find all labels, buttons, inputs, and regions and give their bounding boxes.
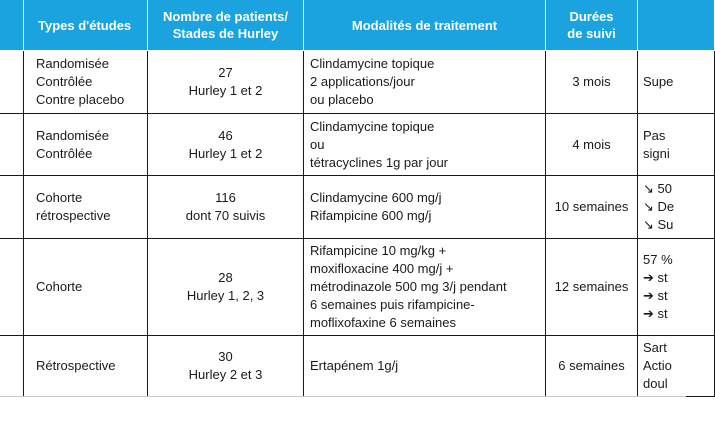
row-result (638, 239, 715, 336)
row-study-type-line: Contrôlée (36, 145, 93, 161)
row-duration-line: 4 mois (572, 136, 611, 152)
row-patients (148, 51, 304, 114)
row-patients-line: Hurley 1 et 2 (188, 145, 263, 161)
row-patients-line: Hurley 1 et 2 (188, 83, 263, 98)
row-study-type-line: Contrôlée (36, 74, 93, 89)
table-row (0, 51, 715, 114)
header-duration (546, 0, 638, 51)
table-row (0, 176, 715, 239)
row-treatment-line: ou placebo (310, 92, 374, 107)
row-patients (148, 336, 304, 397)
row-duration (546, 176, 638, 239)
table-row (0, 114, 715, 176)
row-patients-line: 30 (218, 349, 233, 364)
row-duration-line: 3 mois (572, 74, 611, 89)
row-study-type-line: Rétrospective (36, 358, 116, 373)
row-duration (546, 114, 638, 176)
row-patients-line: 27 (218, 65, 233, 80)
row-study-type (24, 51, 148, 114)
row-study-type-line: Cohorte (36, 190, 83, 205)
row-treatment (304, 51, 546, 114)
row-duration (546, 239, 638, 336)
header-reference (0, 0, 24, 51)
row-result (638, 51, 715, 114)
row-study-type (24, 336, 148, 397)
header-results (638, 0, 715, 51)
header-treatment: Modalités de traitement (304, 0, 546, 51)
row-result-line: ↘ Su (643, 217, 674, 232)
row-result-line: signi (643, 145, 670, 161)
row-treatment (304, 176, 546, 239)
row-result (638, 176, 715, 239)
header-duration-line: de suivi (567, 26, 616, 41)
row-duration-line: 12 semaines (554, 279, 629, 294)
row-treatment (304, 239, 546, 336)
row-duration (546, 336, 638, 397)
row-treatment-line: moxifloxacine 400 mg/j + (310, 261, 454, 276)
row-study-type (24, 239, 148, 336)
row-treatment (304, 336, 546, 397)
row-study-type (24, 176, 148, 239)
row-result-line: 57 % (643, 252, 673, 267)
row-patients-line: 116 (215, 190, 236, 205)
row-study-type-line: rétrospective (36, 208, 111, 223)
row-result-line: Supe (643, 74, 674, 89)
row-treatment-line: Rifampicine 600 mg/j (310, 208, 432, 223)
header-row (0, 0, 715, 51)
table-body (0, 51, 715, 397)
row-treatment-line: ou (310, 136, 325, 152)
bottom-divider (0, 396, 686, 397)
row-treatment (304, 114, 546, 176)
row-study-type-line: Cohorte (36, 279, 83, 294)
row-reference-line (0, 357, 17, 375)
row-treatment-line: 6 semaines puis rifampicine- (310, 297, 475, 312)
row-study-type-line: Contre placebo (36, 92, 125, 107)
table-row (0, 336, 715, 397)
row-result-line: Pas (643, 127, 666, 143)
row-reference (0, 176, 24, 239)
row-treatment-line: tétracyclines 1g par jour (310, 154, 449, 170)
row-reference (0, 114, 24, 176)
row-patients-line: Hurley 1, 2, 3 (186, 288, 265, 303)
row-reference (0, 336, 24, 397)
row-treatment-line: moflixofaxine 6 semaines (310, 315, 456, 330)
row-treatment-line: métrodinazole 500 mg 3/j pendant (310, 279, 507, 294)
row-patients (148, 114, 304, 176)
table-row (0, 239, 715, 336)
row-reference-line (0, 278, 17, 296)
row-result-line: ↘ 50 (643, 181, 672, 196)
row-treatment-line: Clindamycine 600 mg/j (310, 190, 442, 205)
row-patients-line: Hurley 2 et 3 (188, 367, 263, 382)
row-result-line: doul (643, 376, 668, 391)
row-study-type-line: Randomisée (36, 127, 109, 143)
row-result-line: ➔ st (643, 306, 668, 321)
row-treatment-line: Ertapénem 1g/j (310, 358, 399, 373)
row-result-line: ➔ st (643, 270, 668, 285)
row-duration-line: 6 semaines (558, 358, 625, 373)
row-result-line: ↘ De (643, 199, 675, 214)
row-patients-line: 46 (218, 127, 233, 143)
row-patients (148, 176, 304, 239)
row-patients (148, 239, 304, 336)
row-result-line: Actio (643, 358, 672, 373)
row-treatment-line: 2 applications/jour (310, 74, 415, 89)
row-patients-line: 28 (218, 270, 233, 285)
header-patients-line: Stades de Hurley (172, 26, 279, 41)
row-result (638, 336, 715, 397)
header-study-type: Types d'études (24, 0, 148, 51)
header-duration-line: Durées (569, 9, 614, 24)
row-result-line: Sart (643, 340, 667, 355)
row-duration-line: 10 semaines (554, 199, 629, 214)
header-patients (148, 0, 304, 51)
row-reference (0, 51, 24, 114)
row-treatment-line: Clindamycine topique (310, 56, 435, 71)
header-patients-line: Nombre de patients/ (163, 9, 288, 24)
row-patients-line: dont 70 suivis (185, 208, 266, 223)
row-reference (0, 239, 24, 336)
row-study-type-line: Randomisée (36, 56, 109, 71)
row-treatment-line: Rifampicine 10 mg/kg + (310, 243, 447, 258)
row-duration (546, 51, 638, 114)
row-treatment-line: Clindamycine topique (310, 118, 435, 134)
row-result (638, 114, 715, 176)
row-result-line: ➔ st (643, 288, 668, 303)
row-study-type (24, 114, 148, 176)
